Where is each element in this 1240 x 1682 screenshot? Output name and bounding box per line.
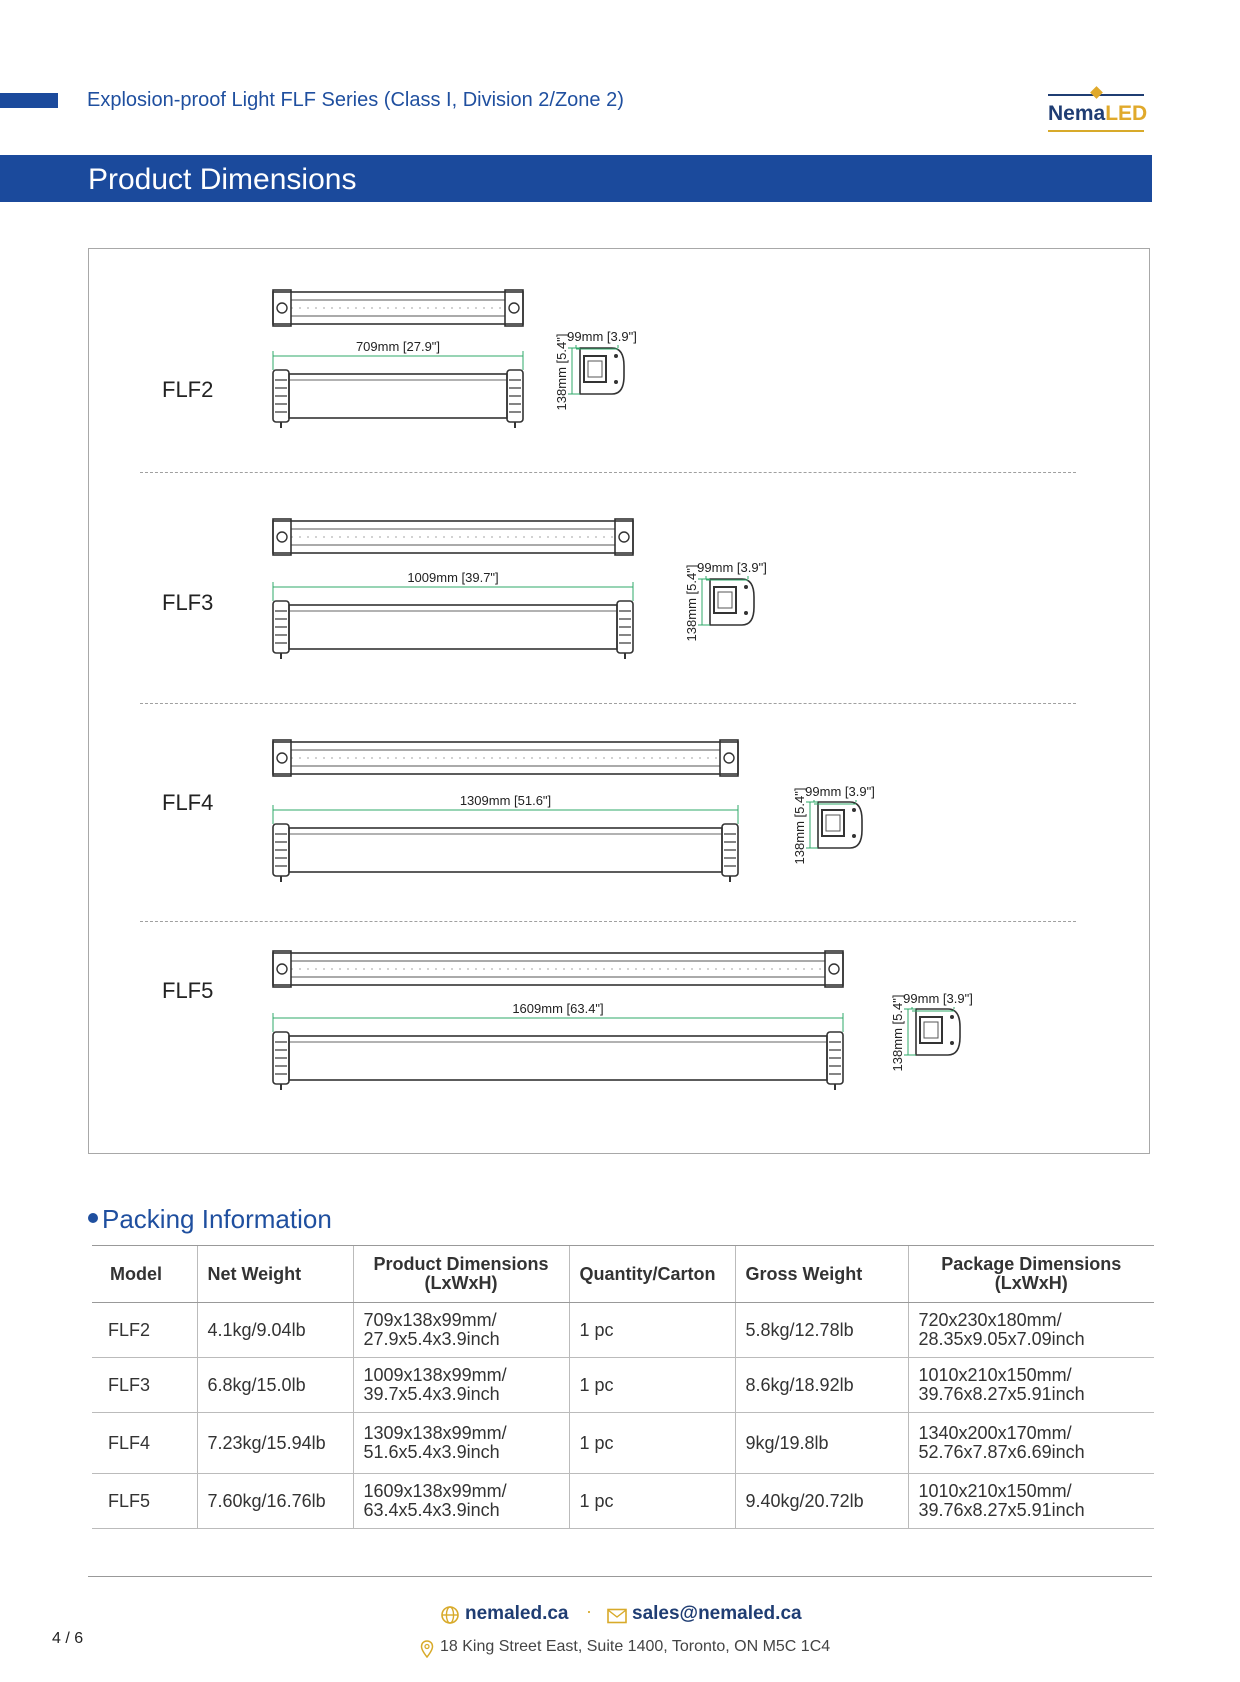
model-label-flf3: FLF3: [162, 590, 214, 615]
cell-net-weight: 7.23kg/15.94lb: [197, 1413, 353, 1474]
cell-quantity: 1 pc: [569, 1474, 735, 1529]
width-label: 99mm [3.9"]: [567, 329, 637, 344]
column-header-model: Model: [92, 1246, 197, 1303]
cell-package-dimensions: 1340x200x170mm/ 52.76x7.87x6.69inch: [908, 1413, 1154, 1474]
cell-quantity: 1 pc: [569, 1358, 735, 1413]
cross-section-view: [890, 991, 973, 1071]
width-label: 99mm [3.9"]: [697, 560, 767, 575]
bullet-icon: [88, 1213, 98, 1223]
length-label: 1609mm [63.4"]: [512, 1001, 604, 1016]
cell-model: FLF2: [92, 1303, 197, 1358]
cell-net-weight: 7.60kg/16.76lb: [197, 1474, 353, 1529]
cell-gross-weight: 5.8kg/12.78lb: [735, 1303, 908, 1358]
model-label-flf4: FLF4: [162, 790, 214, 815]
cell-quantity: 1 pc: [569, 1413, 735, 1474]
length-label: 1309mm [51.6"]: [459, 793, 552, 808]
section-title: Product Dimensions: [88, 163, 357, 196]
logo-text-main: Nema: [1048, 102, 1106, 125]
cell-model: FLF3: [92, 1358, 197, 1413]
cell-product-dimensions: 709x138x99mm/ 27.9x5.4x3.9inch: [353, 1303, 569, 1358]
column-header-gross-weight: Gross Weight: [735, 1246, 908, 1303]
table-row: [92, 1303, 1154, 1358]
page-number: 4 / 6: [52, 1630, 84, 1647]
height-label: 138mm [5.4"]: [890, 994, 905, 1072]
cell-product-dimensions: 1309x138x99mm/ 51.6x5.4x3.9inch: [353, 1413, 569, 1474]
cell-net-weight: 4.1kg/9.04lb: [197, 1303, 353, 1358]
footer-email-link[interactable]: sales@nemaled.ca: [632, 1603, 802, 1624]
packing-section-title: [88, 1204, 332, 1235]
model-label-flf5: FLF5: [162, 978, 214, 1003]
height-label: 138mm [5.4"]: [554, 333, 569, 411]
column-header-net-weight: Net Weight: [197, 1246, 353, 1303]
packing-title-text: Packing Information: [102, 1204, 332, 1234]
height-label: 138mm [5.4"]: [684, 564, 699, 642]
column-header-package-dimensions: Package Dimensions (LxWxH): [908, 1246, 1154, 1303]
cell-package-dimensions: 1010x210x150mm/ 39.76x8.27x5.91inch: [908, 1358, 1154, 1413]
footer-address: 18 King Street East, Suite 1400, Toronto, ON M5C 1C4: [440, 1638, 831, 1655]
logo-text-accent: LED: [1105, 102, 1148, 125]
cell-gross-weight: 9kg/19.8lb: [735, 1413, 908, 1474]
width-label: 99mm [3.9"]: [903, 991, 973, 1006]
cell-package-dimensions: 720x230x180mm/ 28.35x9.05x7.09inch: [908, 1303, 1154, 1358]
width-label: 99mm [3.9"]: [805, 784, 875, 799]
globe-icon: [440, 1605, 460, 1625]
footer-separator: ·: [586, 1601, 592, 1621]
cell-model: FLF4: [92, 1413, 197, 1474]
series-title: Explosion-proof Light FLF Series (Class I, Division 2/Zone 2): [87, 89, 624, 111]
location-pin-icon: [420, 1640, 434, 1658]
length-dimension: [273, 1001, 843, 1032]
cell-product-dimensions: 1009x138x99mm/ 39.7x5.4x3.9inch: [353, 1358, 569, 1413]
table-row: [92, 1413, 1154, 1474]
table-header-row: [92, 1246, 1154, 1303]
cell-product-dimensions: 1609x138x99mm/ 63.4x5.4x3.9inch: [353, 1474, 569, 1529]
table-row: [92, 1474, 1154, 1529]
cell-quantity: 1 pc: [569, 1303, 735, 1358]
footer-website-link[interactable]: nemaled.ca: [465, 1603, 569, 1624]
packing-table: [92, 1245, 1154, 1529]
cell-gross-weight: 8.6kg/18.92lb: [735, 1358, 908, 1413]
column-header-product-dimensions: Product Dimensions (LxWxH): [353, 1246, 569, 1303]
length-label: 1009mm [39.7"]: [407, 570, 499, 585]
model-label-flf2: FLF2: [162, 377, 214, 402]
table-row: [92, 1358, 1154, 1413]
front-view: [273, 1032, 843, 1090]
height-label: 138mm [5.4"]: [792, 787, 807, 865]
length-label: 709mm [27.9"]: [355, 339, 441, 354]
cell-net-weight: 6.8kg/15.0lb: [197, 1358, 353, 1413]
cell-model: FLF5: [92, 1474, 197, 1529]
column-header-quantity: Quantity/Carton: [569, 1246, 735, 1303]
top-view: [273, 951, 843, 987]
cell-package-dimensions: 1010x210x150mm/ 39.76x8.27x5.91inch: [908, 1474, 1154, 1529]
mail-icon: [607, 1608, 627, 1624]
cell-gross-weight: 9.40kg/20.72lb: [735, 1474, 908, 1529]
footer-rule: [88, 1576, 1152, 1577]
